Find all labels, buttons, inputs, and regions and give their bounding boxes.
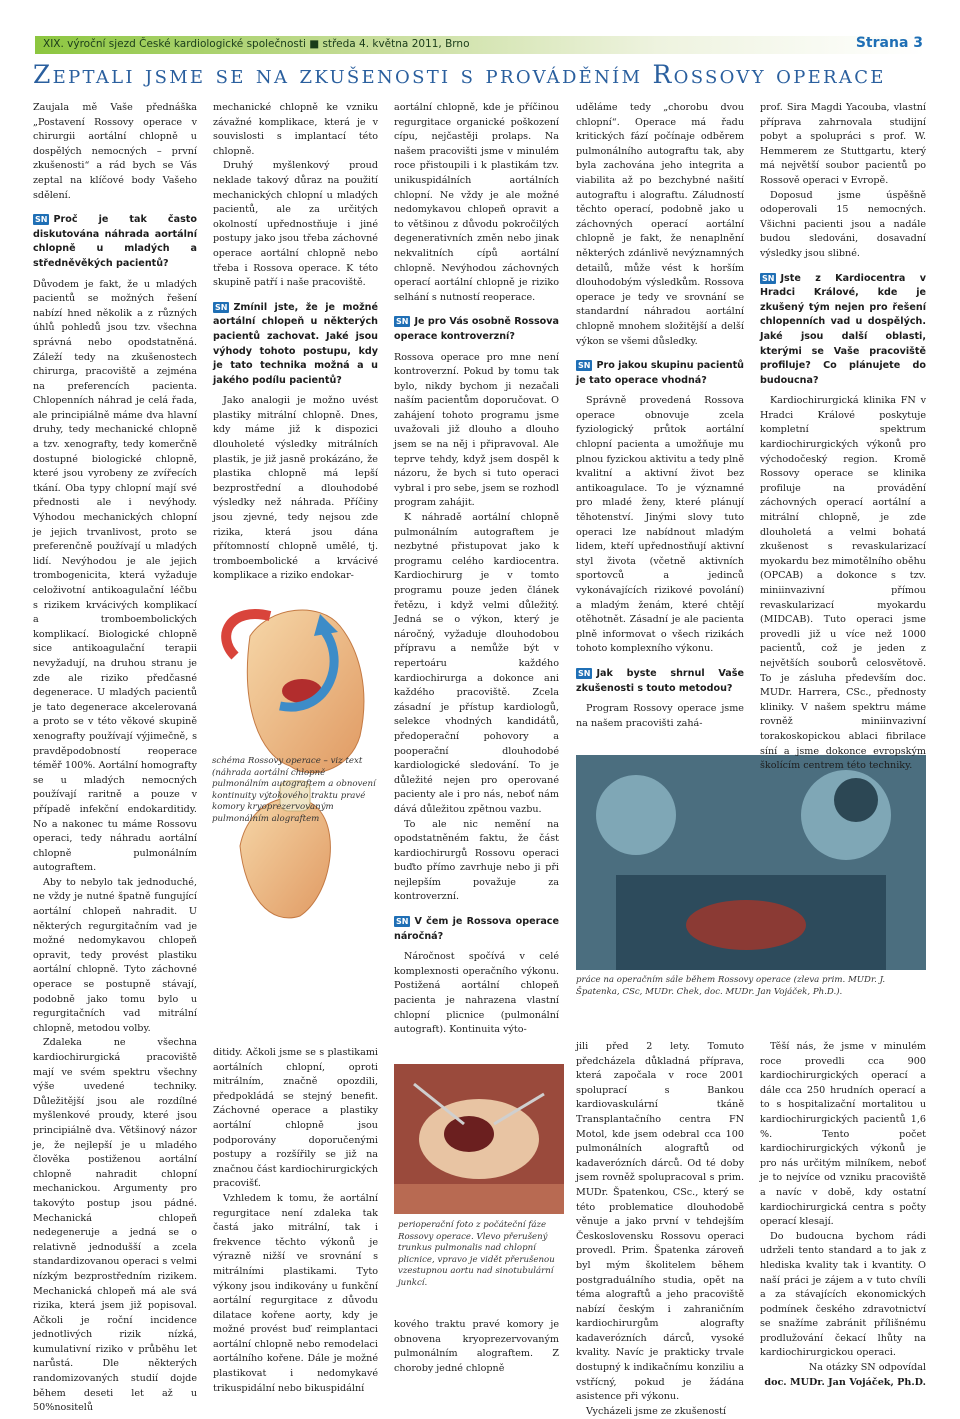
ross-schematic-figure (210, 596, 380, 941)
question-text: V čem je Rossova operace náročná? (394, 916, 559, 942)
photo-caption: perioperační foto z počáteční fáze Rossovy operace. Vlevo přerušený trunkus pulmonalis nad chlopní plicnice, vpravo je vidět přerušenou vzestupnou aortu nad sinotubulární junkcí. (398, 1220, 555, 1288)
column-1 (33, 101, 197, 1416)
event-header: XIX. výroční sjezd České kardiologické společnosti ■ středa 4. května 2011, Brno (43, 38, 470, 50)
paragraph: Náročnost spočívá v celé komplexnosti operačního výkonu. Postižená aortální chlopeň pacienta je nahrazena vlastní chlopní plicnice (pulmonální autograft). Kontinuita výto- (394, 951, 559, 1036)
paragraph: Vycházeli jsme ze zkušeností (586, 1405, 727, 1417)
question-text: Zmínil jste, že je možné aortální chlopeň u některých pacientů zachovat. Jaké jsou výhody tohoto postupu, kdy je tato technika možná a u jakého podílu pacientů? (213, 301, 378, 386)
question-heading (576, 359, 744, 388)
sn-badge: SN (396, 317, 409, 327)
paragraph: Jako analogii je možno uvést plastiky mitrální chlopně. Dnes, kdy máme již k dispozici dlouholeté výsledky mitrálních plastik, je již jasně prokázáno, že plastika chlopně má lepší bezprostřední a dlouhodobé výsledky než náhrada. Příčiny jsou zjevné, tedy nejsou zde rizika, která jsou dána přítomností chlopně umělé, tj. tromboembolické a krvácivé komplikace a riziko endokar- (213, 395, 378, 582)
sn-badge: SN (578, 668, 591, 678)
signoff: Na otázky SN odpovídal (808, 1362, 926, 1374)
perioperative-photo-figure (394, 1064, 564, 1314)
paragraph: Kardiochirurgická klinika FN v Hradci Králové poskytuje kompletní spektrum kardiochirurgických výkonů pro východočeský region. Kromě Rossovy operace se klinika profiluje na provádění záchovných operací aortální a mitrální chlopně, je zde dlouholetá a velmi bohatá zkušenost s revaskularizací myokardu bez mimotělního oběhu (OPCAB) a dokonce s tzv. miniinvazivní přímou revaskularizací myokardu (MIDCAB). Tuto operaci jsme provedli již u více než 1000 pacientů, což je jeden z největších souborů celosvětově. To je zásluha především doc. MUDr. Harrera, CSc., přednosty kliniky. V našem spektru máme rovněž miniinvazivní torakoskopickou ablaci fibrilace síní a jsme dokonce evropským školícím centrem této techniky. (760, 395, 926, 772)
operating-room-photo-figure (576, 755, 926, 1038)
question-text: Jste z Kardiocentra v Hradci Králové, kde je zkušený tým nejen pro řešení chlopenních vad u dospělých. Jaké jsou další oblasti, kterými se Vaše pracoviště profiluje? Co plánujete do budoucna? (760, 272, 926, 386)
question-heading (33, 213, 197, 271)
column-2 (213, 101, 378, 584)
photo-caption: práce na operačním sále během Rossovy operace (zleva prim. MUDr. J. Špatenka, CSc, MUDr. Chek, doc. MUDr. Jan Vojáček, Ph.D.). (576, 975, 886, 997)
sn-badge: SN (762, 273, 775, 283)
paragraph: Zdaleka ne všechna kardiochirurgická pracoviště mají ve svém spektru všechny výše uvedené techniky. Důležitější jsou ale rozdílné myšlenkové proudy, které jsou principiálně dva. Většinový názor je, že nejlepší je u mladého člověka postiženou aortální chlopně nahradit chlopní mechanickou. Argumenty pro takovýto postup jsou pádné. Mechanická chlopeň nedegeneruje a jedná se o relativně jednodušší a zcela standardizovanou operaci s velmi nízkým bezprostředním rizikem. Mechanická chlopeň má ale svá rizika, která jsem již popisoval. Ačkoli je roční incidence jednotlivých rizik nízká, kumulativní riziko v průběhu let narůstá. Dle některých randomizovaných studií dojde během deseti let až u 50%nositelů (33, 1037, 197, 1414)
column-2-continued (213, 1046, 378, 1396)
paragraph: Druhý myšlenkový proud neklade takový důraz na použití mechanických chlopní u mladých pacientů, ale za určitých okolností upřednostňuje i jiné postupy jako jsou třeba záchovné operace aortální chlopně nebo třeba i Rossova operace. K této skupině patří i naše pracoviště. (213, 160, 378, 289)
paragraph: Aby to nebylo tak jednoduché, ne vždy je nutné špatně fungující aortální chlopeň nahradit. U některých regurgitačním vad je možné nedomykavou chlopeň opravit, tedy provést plastiku aortální chlopně. Tyto záchovné operace se postupně stávají, podobně jako tomu bylo u regurgitačních vad mitrální chlopně, metodou volby. (33, 876, 197, 1034)
paragraph: Správně provedená Rossova operace obnovuje zcela fyziologický průtok aortální chlopní pacienta a umožňuje mu plnou fyzickou aktivitu a tedy plně kvalitní a aktivní život bez antikoagulace. To je významné pro mladé ženy, které plánují těhotenství. Jinými slovy tuto operaci lze nabídnout mladým lidem, kteří upřednostňují aktivní styl života (včetně aktivních sportovců a jedinců vykonávajících rizikové povolání) a mladým ženám, které chtějí otěhotnět. Zásadní je ale pacienta plně informovat o všech rizikách tohoto komplexního výkonu. (576, 395, 744, 655)
paragraph: aortální chlopně, kde je příčinou regurgitace organické poškození cípu, nejčastěji prolaps. Na našem pracovišti jsme v minulém roce přistoupili i k plastikám tzv. unikuspidálních aortálních chlopní. Ne vždy je ale možné nedomykavou chlopeň opravit a to většinou z důvodu pokročilých degenerativních změn nebo jinak nekvalitních cípů aortální chlopně. Nevýhodou záchovných operací aortální chlopně je riziko selhání s nutností reoperace. (394, 102, 559, 303)
figure-caption: schéma Rossovy operace – viz text (náhrada aortální chlopně pulmonálním autograftem a obnovení kontinuity výtokového traktu pravé komory kryoprezervovaným pulmonálním alograftem (212, 756, 376, 824)
paragraph: Důvodem je fakt, že u mladých pacientů se možných řešení nabízí hned několik a z různých úhlů pohledů jsou tzv. všechna správná nebo opodstatněná. Záleží tedy na zkušenostech chirurga, pracoviště a zejména na preferencích pacienta. Chlopenních náhrad je celá řada, ale principiálně máme dva hlavní druhy, tedy mechanické chlopně a tzv. xenografty, tedy komerčně dostupné biologické chlopně, které jsou vyrobeny ze zvířecích tkání. Oba typy chlopní mají své přednosti ale i nevýhody. Výhodou mechanických chlopní je jejich trvanlivost, proto se preferenčně používají u mladých lidí. Nevýhodou je ale jejich trombogenicita, která vyžaduje celoživotní antikoagulační léčbu s rizikem krvácivých komplikací a tromboembolických komplikací. Biologické chlopně sice antikoagulační terapii nevyžadují, na druhou stranu je zde ale riziko předčasné degenerace. U mladých pacientů je tato degenerace akcelerovaná a proto se v této věkové skupině xenografty používají výjimečně, s pravděpodobností reoperace téměř 100%. Aortální homografty se u mladých nemocných používají raritně a pouze v případě infekční endokarditidy. No a nakonec tu máme Rossovu operaci, tedy náhradu aortální chlopně pulmonálním autograftem. (33, 278, 197, 874)
paragraph: K náhradě aortální chlopně pulmonálním autograftem je nezbytné přistupovat jako k programu celého kardiocentra. Kardiochirurg je v tomto programu pouze jeden článek řetězu, i když velmi důležitý. Jedná se o výkon, který je náročný, vyžaduje dlouhodobou přípravu a nemůže být v repertoáru každého kardiochirurga a dokonce ani každého pracoviště. Zcela zásadní je přístup kardiologů, selekce vhodných kandidátů, předoperační pohovory a pooperační dlouhodobé kardiologické sledování. To je důležité nejen pro operované pacienty ale i pro nás, neboť nám dává důležitou zpětnou vazbu. (394, 512, 559, 815)
page-number: Strana 3 (855, 35, 923, 51)
sn-badge: SN (215, 302, 228, 312)
paragraph: uděláme tedy „chorobu dvou chlopní“. Operace má řadu kritických fází počínaje odběrem pulmonálního autograftu tak, aby byla zachována jeho integrita a viabilita až po bezchybné našití autograftu i alograftu. Záludností těchto operací, podobně jako u záchovných operací aortální chlopně je fakt, že nenaplnění některých zdánlivě nevýznamných detailů, může vést k horším dlouhodobým výsledkům. Rossova operace je tedy ve srovnání se standardní náhradou aortální chlopně mnohem složitější a delší výkon se všemi důsledky. (576, 102, 744, 347)
paragraph: Těší nás, že jsme v minulém roce provedli cca 900 kardiochirurgických operací a dále cca 250 hrudních operací a to s hospitalizační mortalitou u kardiochirurgických pacientů 1,6 %. Tento počet kardiochirurgických výkonů je pro nás určitým milníkem, neboť je to nejvíce od vzniku pracoviště a navíc v době, kdy ostatní kardiochirurgická centra s počty operací klesají. (760, 1041, 926, 1228)
question-heading (394, 315, 559, 344)
paragraph: jili před 2 lety. Tomuto předcházela důkladná příprava, která započala v roce 2001 spoluprací s Bankou kardiovaskulární tkáně Transplantačního centra FN Motol, kde jsem odebral cca 100 pulmonálních alograftů od kadaverózních dárců. Od té doby jsem rovněž spolupracoval s prim. MUDr. Špatenkou, CSc., který se této problematice dlouhodobě věnuje a jako první v tehdejším Československu Rossovu operaci provedl. Prim. Špatenka zároveň byl mým školitelem během postgraduálního studia, opět na téma alograftů a jeho pracoviště nabízí českým i zahraničním kardiochirurgům alografty kadaverózních dárců, vysoké kvality. Navíc je prakticky trvale dostupný k indikačnímu konziliu a vstřícný, pokud je žádána asistence při výkonu. (576, 1041, 744, 1403)
question-text: Je pro Vás osobně Rossova operace kontroverzní? (394, 316, 559, 342)
paragraph: Program Rossovy operace jsme na našem pracovišti zahá- (576, 703, 744, 729)
question-text: Proč je tak často diskutována náhrada aortální chlopně u mladých a středněvěkých pacientů? (33, 214, 197, 269)
question-text: Jak byste shrnul Vaše zkušenosti s touto metodou? (576, 667, 744, 694)
sn-badge: SN (578, 361, 591, 371)
paragraph: Doposud jsme úspěšně odoperovali 15 nemocných. Všichni pacienti jsou a nadále budou sledováni, dosavadní výsledky jsou slibné. (760, 189, 926, 259)
sn-badge: SN (396, 917, 409, 927)
column-4-continued (576, 1040, 744, 1419)
perioperative-photo (394, 1064, 564, 1214)
paragraph: prof. Sira Magdi Yacouba, vlastní příprava zahrnovala studijní pobyt a spolupráci s prof. W. Hemmerem ze Stuttgartu, který má největší soubor pacientů po Rossově operaci v Evropě. (760, 102, 926, 186)
paragraph: To ale nic nemění na opodstatněném faktu, že část kardiochirurgů Rossovu operaci buďto přímo zavrhuje nebo ji při nejlepším považuje za kontroverzní. (394, 818, 559, 903)
question-heading (760, 272, 926, 389)
article-title: Zeptali jsme se na zkušenosti s prováděním Rossovy operace (33, 60, 886, 89)
column-5-continued (760, 1040, 926, 1390)
paragraph: Do budoucna bychom rádi udrželi tento standard a to jak z hlediska kvality tak i kvantity. O naší práci je zájem a v tuto chvíli a za stávajících ekonomických podmínek českého zdravotnictví se snažíme zabránit přílišnému prodlužování čekací lhůty na kardiochirurgickou operaci. (760, 1230, 926, 1359)
operating-room-photo (576, 755, 926, 970)
sn-badge: SN (35, 215, 48, 225)
paragraph: ditidy. Ačkoli jsme se s plastikami aortálních chlopní, oproti mitrálním, značně opozdili, předpokládá se stejný benefit. Záchovné operace a plastiky aortální chlopně jsou podporovány doporučenými postupy a rozšířily se již na značnou část kardiochirurgických pracovišť. (213, 1047, 378, 1190)
question-heading (576, 667, 744, 696)
author-name: doc. MUDr. Jan Vojáček, Ph.D. (764, 1376, 926, 1388)
column-3-continued (394, 1318, 559, 1376)
paragraph: mechanické chlopně ke vzniku závažné komplikace, která je v souvislosti s implantací této chlopně. (213, 102, 378, 157)
paragraph: Rossova operace pro mne není kontroverzní. Pokud by tomu tak bylo, nikdy bychom ji nezačali naším pacientům doporučovat. O zahájení tohoto programu jsme uvažovali již dlouho a dlouho jsem se na něj i připravoval. Ale teprve tehdy, když jsem dospěl k názoru, že bych si tuto operaci vybral i pro sebe, jsem se rozhodl program zahájit. (394, 351, 559, 509)
header-bar (35, 36, 925, 56)
paragraph: kového traktu pravé komory je obnovena kryoprezervovaným pulmonálním alograftem. Z choroby jedné chlopně (394, 1319, 559, 1374)
paragraph: Vzhledem k tomu, že aortální regurgitace není zdaleka tak častá jako mitrální, tak i frekvence těchto výkonů je výrazně nižší ve srovnání s mitrálními plastikami. Tyto výkony jsou indikovány u funkční aortální regurgitace z důvodu dilatace kořene aorty, kdy je možné provést buď reimplantaci aortální chlopně nebo remodelaci aortálního kořene. Dále je možné plastikovat i nedomykavé trikuspidální nebo bikuspidální (213, 1192, 378, 1394)
question-text: Pro jakou skupinu pacientů je tato operace vhodná? (576, 360, 744, 386)
column-5 (760, 101, 926, 774)
question-heading (394, 915, 559, 944)
column-3 (394, 101, 559, 1038)
column-4 (576, 101, 744, 731)
intro-paragraph: Zaujala mě Vaše přednáška „Postavení Rossovy operace v chirurgii aortální chlopně u dospělých nemocných – první zkušenosti“ a rád bych se Vás zeptal na klíčové body Vašeho sdělení. (33, 102, 197, 201)
question-heading (213, 301, 378, 389)
